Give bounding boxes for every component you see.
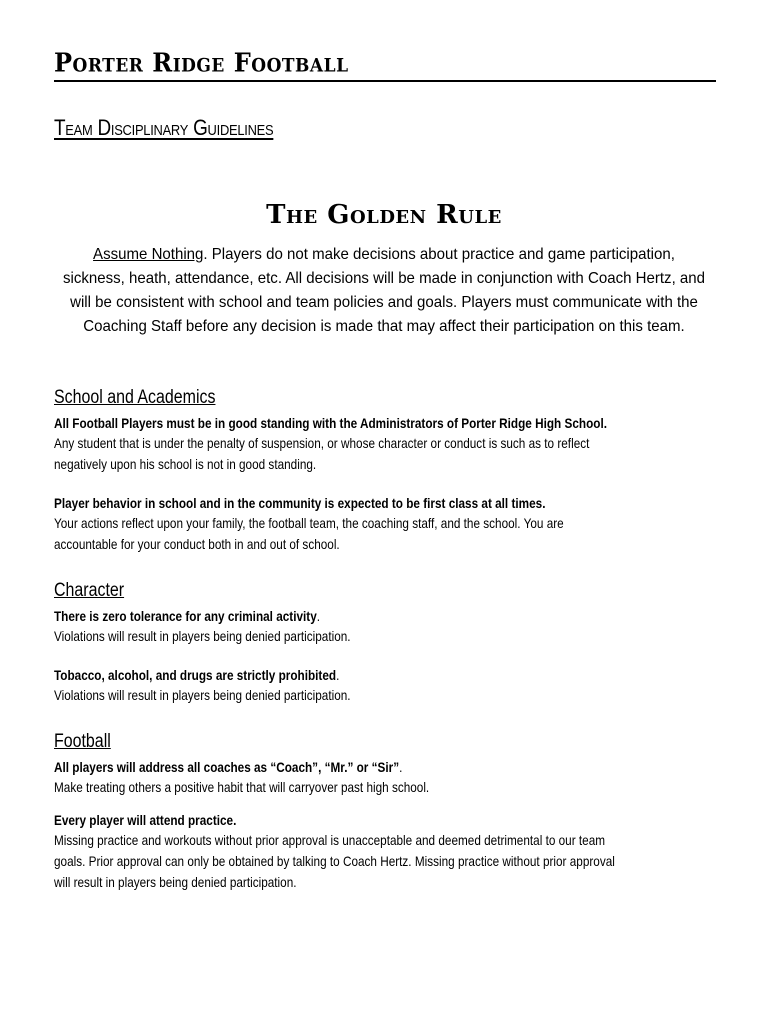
rule-heading-line <box>54 665 625 685</box>
section-heading-school: School and Academics <box>54 387 216 408</box>
rule-heading: Every player will attend practice. <box>54 812 237 828</box>
rule-heading-period: . <box>336 667 340 683</box>
guidelines-content <box>54 386 625 893</box>
rule-text: Violations will result in players being denied participation. <box>54 628 351 644</box>
section-football <box>54 730 625 893</box>
rule-text: Violations will result in players being denied participation. <box>54 687 351 703</box>
section-school <box>54 386 625 555</box>
golden-rule-lead: Assume Nothing <box>93 246 204 263</box>
rule-heading: Player behavior in school and in the community is expected to be first class at all times. <box>54 495 546 511</box>
rule-heading: All Football Players must be in good standing with the Administrators of Porter Ridge High School. <box>54 415 607 431</box>
rule-text: Make treating others a positive habit that will carryover past high school. <box>54 779 430 795</box>
rule-text: Any student that is under the penalty of suspension, or whose character or conduct is such as to reflect negatively upon his school is not in good standing. <box>54 435 590 472</box>
rule-heading-line <box>54 757 625 777</box>
document-subtitle: Team Disciplinary Guidelines <box>54 115 274 140</box>
header-divider <box>54 80 716 82</box>
rule-heading-line <box>54 606 625 626</box>
section-heading-football: Football <box>54 731 111 752</box>
section-heading-character: Character <box>54 580 125 601</box>
rule-heading: Tobacco, alcohol, and drugs are strictly prohibited <box>54 667 337 683</box>
rule-heading: All players will address all coaches as “Coach”, “Mr.” or “Sir” <box>54 759 400 775</box>
rule-text: Your actions reflect upon your family, the football team, the coaching staff, and the school. You are accountable for your conduct both in and out of school. <box>54 515 564 552</box>
rule-text: Missing practice and workouts without prior approval is unacceptable and deemed detrimental to our team goals. Prior approval can only be obtained by talking to Coach Hertz. Missing practice without prior approval will result in players being denied participation. <box>54 832 615 890</box>
team-title: Porter Ridge Football <box>54 46 349 78</box>
golden-rule-body: . Players do not make decisions about practice and game participation, sickness, heath, attendance, etc. All decisions will be made in conjunction with Coach Hertz, and will be consistent with school and team policies and goals. Players must communicate with the Coaching Staff before any decision is made that may affect their participation on this team. <box>62 246 706 335</box>
golden-rule-paragraph <box>61 243 708 339</box>
rule-heading: There is zero tolerance for any criminal activity <box>54 608 317 624</box>
golden-rule-title: The Golden Rule <box>266 200 502 230</box>
section-character <box>54 579 625 706</box>
rule-heading-period: . <box>399 759 403 775</box>
rule-heading-period: . <box>316 608 321 624</box>
